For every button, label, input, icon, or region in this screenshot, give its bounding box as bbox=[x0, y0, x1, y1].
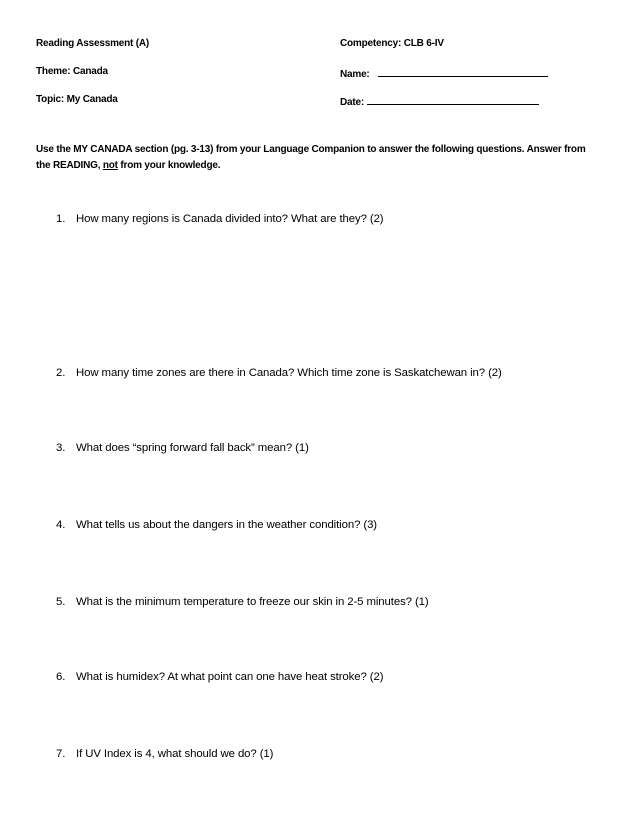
question-text: What does “spring forward fall back” mean? (1) bbox=[76, 442, 309, 454]
question-text: How many regions is Canada divided into? What are they? (2) bbox=[76, 213, 384, 225]
question-2 bbox=[56, 367, 502, 379]
instructions-part2: from your knowledge. bbox=[117, 160, 221, 171]
instructions-paragraph bbox=[36, 142, 601, 174]
question-number: 6. bbox=[56, 671, 66, 683]
question-4 bbox=[56, 519, 377, 531]
name-field[interactable] bbox=[340, 66, 548, 80]
date-field[interactable] bbox=[340, 94, 539, 108]
question-text: What is humidex? At what point can one have heat stroke? (2) bbox=[76, 671, 384, 683]
question-text: What is the minimum temperature to freeze our skin in 2-5 minutes? (1) bbox=[76, 596, 429, 608]
assessment-title: Reading Assessment (A) bbox=[36, 38, 150, 49]
question-number: 3. bbox=[56, 442, 66, 454]
topic-label: Topic: My Canada bbox=[36, 94, 118, 105]
question-text: How many time zones are there in Canada? Which time zone is Saskatchewan in? (2) bbox=[76, 367, 502, 379]
date-blank-line[interactable] bbox=[367, 94, 539, 105]
question-6 bbox=[56, 671, 383, 683]
instructions-part1: Use the MY CANADA section (pg. 3-13) from your Language Companion to answer the following questions. Answer from the READING, bbox=[36, 144, 586, 171]
name-blank-line[interactable] bbox=[378, 66, 548, 77]
question-3 bbox=[56, 442, 309, 454]
question-1 bbox=[56, 213, 384, 225]
question-text: What tells us about the dangers in the weather condition? (3) bbox=[76, 519, 377, 531]
instructions-emphasis: not bbox=[102, 160, 118, 171]
question-number: 5. bbox=[56, 596, 66, 608]
question-5 bbox=[56, 596, 429, 608]
name-label: Name: bbox=[340, 69, 370, 80]
question-number: 4. bbox=[56, 519, 66, 531]
question-text: If UV Index is 4, what should we do? (1) bbox=[76, 748, 274, 760]
question-number: 2. bbox=[56, 367, 66, 379]
date-label: Date: bbox=[340, 97, 365, 108]
competency-label: Competency: CLB 6-IV bbox=[340, 38, 444, 49]
question-number: 1. bbox=[56, 213, 66, 225]
question-7 bbox=[56, 748, 273, 760]
question-number: 7. bbox=[56, 748, 66, 760]
theme-label: Theme: Canada bbox=[36, 66, 108, 77]
